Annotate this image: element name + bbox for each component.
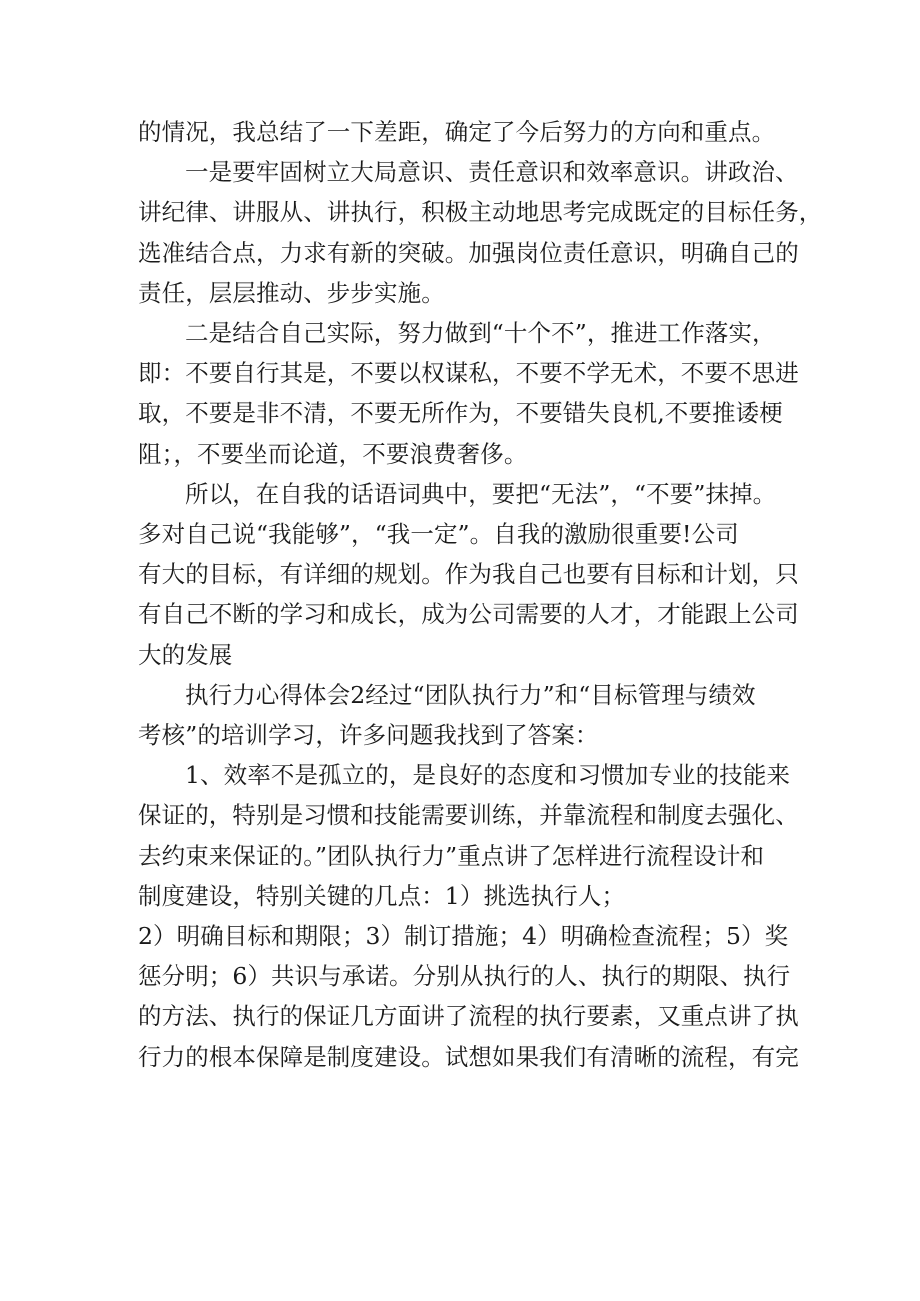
- paragraph-2: [138, 152, 823, 313]
- text-line: 一是要牢固树立大局意识、责任意识和效率意识。讲政治、: [185, 158, 799, 187]
- text-line: 制度建设，特别关键的几点：1）挑选执行人；: [138, 881, 626, 910]
- paragraph-5: [138, 675, 793, 755]
- text-line: 即：不要自行其是，不要以权谋私，不要不学无术，不要不思进: [138, 359, 799, 388]
- text-line: 讲纪律、讲服从、讲执行，积极主动地思考完成既定的目标任务，: [138, 198, 823, 227]
- text-line: 去约束来保证的。”团队执行力”重点讲了怎样进行流程设计和: [138, 841, 765, 870]
- text-line: 惩分明；6）共识与承诺。分别从执行的人、执行的期限、执行: [138, 962, 791, 991]
- text-line: 有大的目标，有详细的规划。作为我自己也要有目标和计划，只: [138, 560, 799, 589]
- text-line: 多对自己说“我能够”，“我一定”。自我的激励很重要!公司: [138, 520, 739, 549]
- document-body: [138, 112, 823, 1077]
- text-line: 所以，在自我的话语词典中，要把“无法”，“不要”抹掉。: [185, 479, 777, 508]
- text-line: 阻；，不要坐而论道，不要浪费奢侈。: [138, 439, 528, 468]
- text-line: 的情况，我总结了一下差距，确定了今后努力的方向和重点。: [138, 118, 776, 146]
- text-line: 1、效率不是孤立的，是良好的态度和习惯加专业的技能来: [185, 761, 791, 790]
- text-line: 行力的根本保障是制度建设。试想如果我们有清晰的流程，有完: [138, 1042, 799, 1071]
- text-line: 2）明确目标和期限；3）制订措施；4）明确检查流程；5）奖: [138, 922, 789, 951]
- paragraph-3: [138, 313, 799, 474]
- paragraph-6: [138, 755, 799, 916]
- paragraph-7: [138, 916, 799, 1077]
- text-line: 责任，层层推动、步步实施。: [138, 278, 445, 307]
- text-line: 执行力心得体会2经过“团队执行力”和“目标管理与绩效: [185, 680, 756, 709]
- text-line: 选准结合点，力求有新的突破。加强岗位责任意识，明确自己的: [138, 238, 799, 267]
- text-line: 的方法、执行的保证几方面讲了流程的执行要素，又重点讲了执: [138, 1002, 799, 1031]
- text-line: 考核”的培训学习，许多问题我找到了答案：: [138, 721, 599, 750]
- text-line: 大的发展: [138, 640, 233, 669]
- paragraph-4: [138, 474, 799, 675]
- paragraph-1: [138, 112, 793, 152]
- text-line: 有自己不断的学习和成长，成为公司需要的人才，才能跟上公司: [138, 600, 799, 629]
- text-line: 保证的，特别是习惯和技能需要训练，并靠流程和制度去强化、: [138, 801, 799, 830]
- text-line: 二是结合自己实际，努力做到“十个不”，推进工作落实，: [185, 319, 776, 348]
- text-line: 取，不要是非不清，不要无所作为，不要错失良机,不要推诿梗: [138, 399, 783, 428]
